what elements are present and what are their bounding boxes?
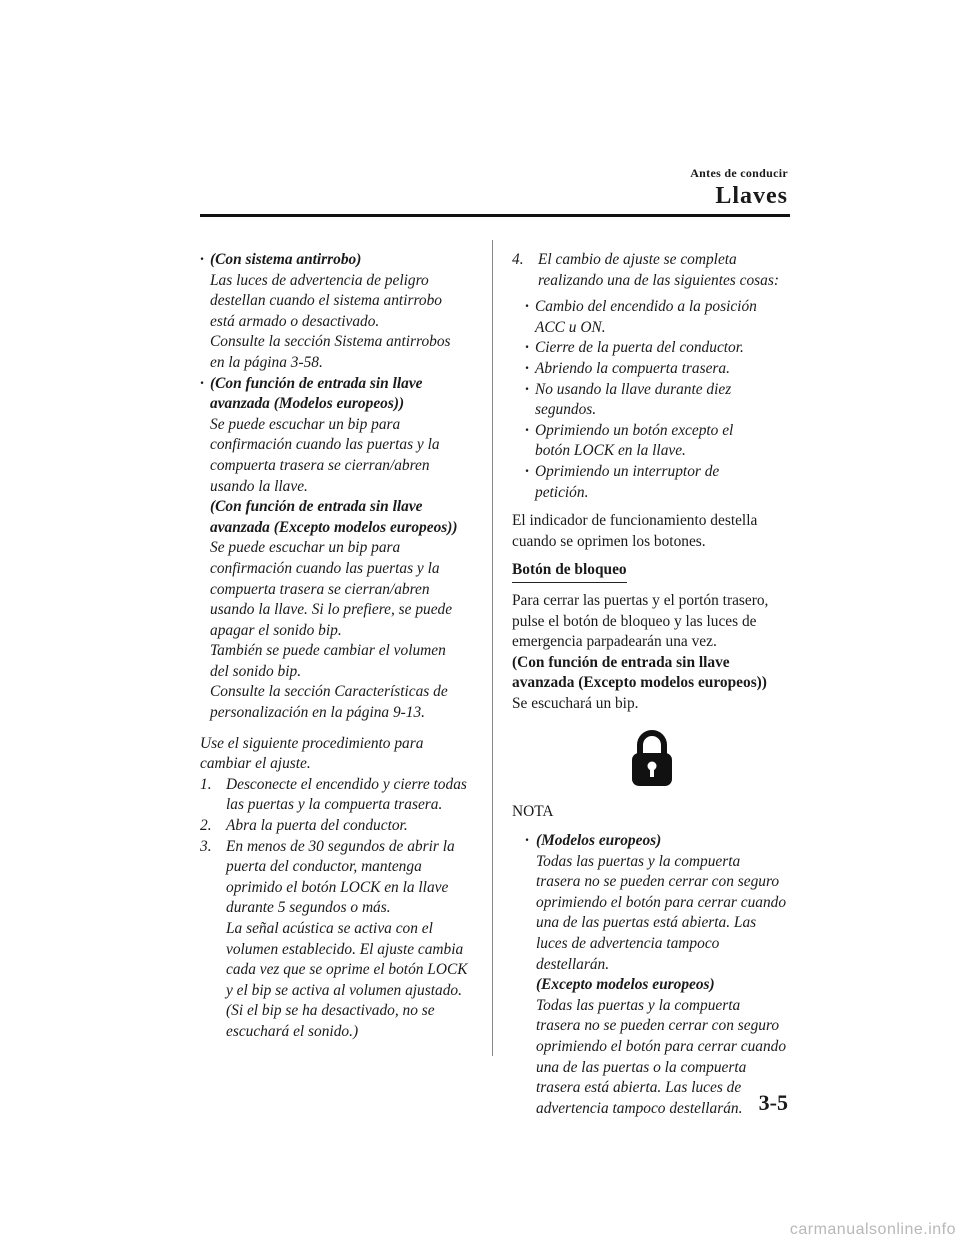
sub-bullet [512,338,794,359]
text-line: confirmación cuando las puertas y la [210,559,440,577]
procedure-intro [200,734,480,775]
text-line: En menos de 30 segundos de abrir la [226,837,455,855]
text-line: las puertas y la compuerta trasera. [226,796,443,814]
watermark: carmanualsonline.info [789,1221,956,1238]
step-4 [512,250,794,291]
text-line: trasera no se pueden cerrar con seguro [536,873,780,891]
text-line: cambiar el ajuste. [200,755,311,773]
text-line: destellan cuando el sistema antirrobo [210,292,442,310]
nota-title: · (Modelos europeos) [536,832,662,850]
text-line: destellarán. [536,955,610,973]
text-line: durante 5 segundos o más. [226,899,391,917]
text-line: Se puede escuchar un bip para [210,415,401,433]
lock-icon [628,728,676,788]
text-line: usando la llave. [210,477,308,495]
text-line: apagar el sonido bip. [210,621,342,639]
step-number: 2. [200,817,212,835]
text-line: Consulte la sección Sistema antirrobos [210,333,451,351]
text-line: botón LOCK en la llave. [535,442,686,460]
text-line: · Cierre de la puerta del conductor. [535,339,744,357]
nota-bullet [523,831,794,1119]
bullet-title: · (Con función de entrada sin llave [210,374,423,392]
text-line: confirmación cuando las puertas y la [210,436,440,454]
text-line: usando la llave. Si lo prefiere, se puede [210,601,453,619]
text-line: oprimido el botón LOCK en la llave [226,878,449,896]
lock-paragraph [512,591,794,715]
text-line: trasera está abierta. Las luces de [536,1079,742,1097]
bullet-title: avanzada (Excepto modelos europeos)) [210,518,458,536]
text-line: Se escuchará un bip. [512,694,639,712]
text-line: está armado o desactivado. [210,312,380,330]
page-title: Llaves [715,183,788,209]
text-line: compuerta trasera se cierran/abren [210,456,430,474]
sub-bullet [512,462,794,503]
step-3 [200,837,480,1043]
bullet-title: (Con función de entrada sin llave [210,498,423,516]
text-line: El cambio de ajuste se completa [538,251,737,268]
text-line: · Oprimiendo un interruptor de [535,462,720,480]
subheading-boton-bloqueo: Botón de bloqueo [512,560,627,583]
text-line: oprimiendo el botón para cerrar cuando [536,893,787,911]
text-line: ACC u ON. [535,318,606,336]
text-line: Use el siguiente procedimiento para [200,734,424,752]
text-line: advertencia tampoco destellarán. [536,1099,743,1117]
sub-bullet [512,359,794,380]
text-line: Consulte la sección Características de [210,683,448,701]
page-number: 3-5 [758,1090,788,1115]
text-line: trasera no se pueden cerrar con seguro [536,1017,780,1035]
nota-label: NOTA [512,803,554,821]
text-line: en la página 3-58. [210,353,323,371]
text-line: Para cerrar las puertas y el portón trasero, [512,591,769,609]
text-line: Todas las puertas y la compuerta [536,996,741,1014]
text-line: Se puede escuchar un bip para [210,539,401,557]
text-line: · Oprimiendo un botón excepto el [535,421,734,439]
text-line: personalización en la página 9-13. [210,704,426,722]
step-2 [200,816,480,837]
text-line: (Si el bip se ha desactivado, no se [226,1002,435,1020]
text-line: del sonido bip. [210,662,302,680]
sub-bullet [512,297,794,338]
step-1 [200,775,480,816]
text-line: cada vez que se oprime el botón LOCK [226,961,468,979]
bullet-title: · (Con sistema antirrobo) [210,251,362,268]
bullet-title: avanzada (Modelos europeos)) [210,395,405,413]
step-number: 4. [512,251,524,268]
text-line: El indicador de funcionamiento destella [512,512,758,530]
text-line: La señal acústica se activa con el [226,920,433,937]
right-column [512,250,794,1119]
text-line: emergencia parpadearán una vez. [512,633,717,651]
text-line: Las luces de advertencia de peligro [210,271,429,289]
nota-body [512,831,794,1119]
sub-bullet [512,421,794,462]
left-column [200,250,480,1043]
text-line: luces de advertencia tampoco [536,935,720,953]
text-line: una de las puertas o la compuerta [536,1058,747,1076]
bold-line: avanzada (Excepto modelos europeos)) [512,674,767,692]
text-line: · Abriendo la compuerta trasera. [535,359,730,377]
text-line: · Cambio del encendido a la posición [535,298,757,316]
text-line: compuerta trasera se cierran/abren [210,580,430,598]
text-line: · No usando la llave durante diez [535,380,732,398]
nota-title: (Excepto modelos europeos) [536,976,715,994]
text-line: una de las puertas está abierta. Las [536,914,757,932]
text-line: oprimiendo el botón para cerrar cuando [536,1038,787,1055]
text-line: puerta del conductor, mantenga [226,858,422,876]
column-divider [492,240,493,1056]
header-rule [200,214,790,217]
step-number: 1. [200,775,212,793]
text-line: cuando se oprimen los botones. [512,532,706,550]
bullet-entrada-sin-llave [200,374,480,724]
bold-line: (Con función de entrada sin llave [512,653,730,671]
step-number: 3. [200,837,212,855]
text-line: segundos. [535,401,597,419]
text-line: Todas las puertas y la compuerta [536,852,741,870]
bullet-antirrobo [200,250,480,374]
text-line: pulse el botón de bloqueo y las luces de [512,612,757,630]
text-line: Desconecte el encendido y cierre todas [226,775,467,793]
text-line: Abra la puerta del conductor. [226,817,408,835]
sub-bullet [512,380,794,421]
text-line: También se puede cambiar el volumen [210,642,446,660]
section-title: Antes de conducir [690,166,788,180]
text-line: volumen establecido. El ajuste cambia [226,940,464,958]
text-line: escuchará el sonido.) [226,1022,359,1040]
text-line: petición. [535,483,589,501]
text-line: realizando una de las siguientes cosas: [538,271,779,289]
indicator-paragraph [512,511,794,552]
text-line: y el bip se activa al volumen ajustado. [226,981,462,999]
